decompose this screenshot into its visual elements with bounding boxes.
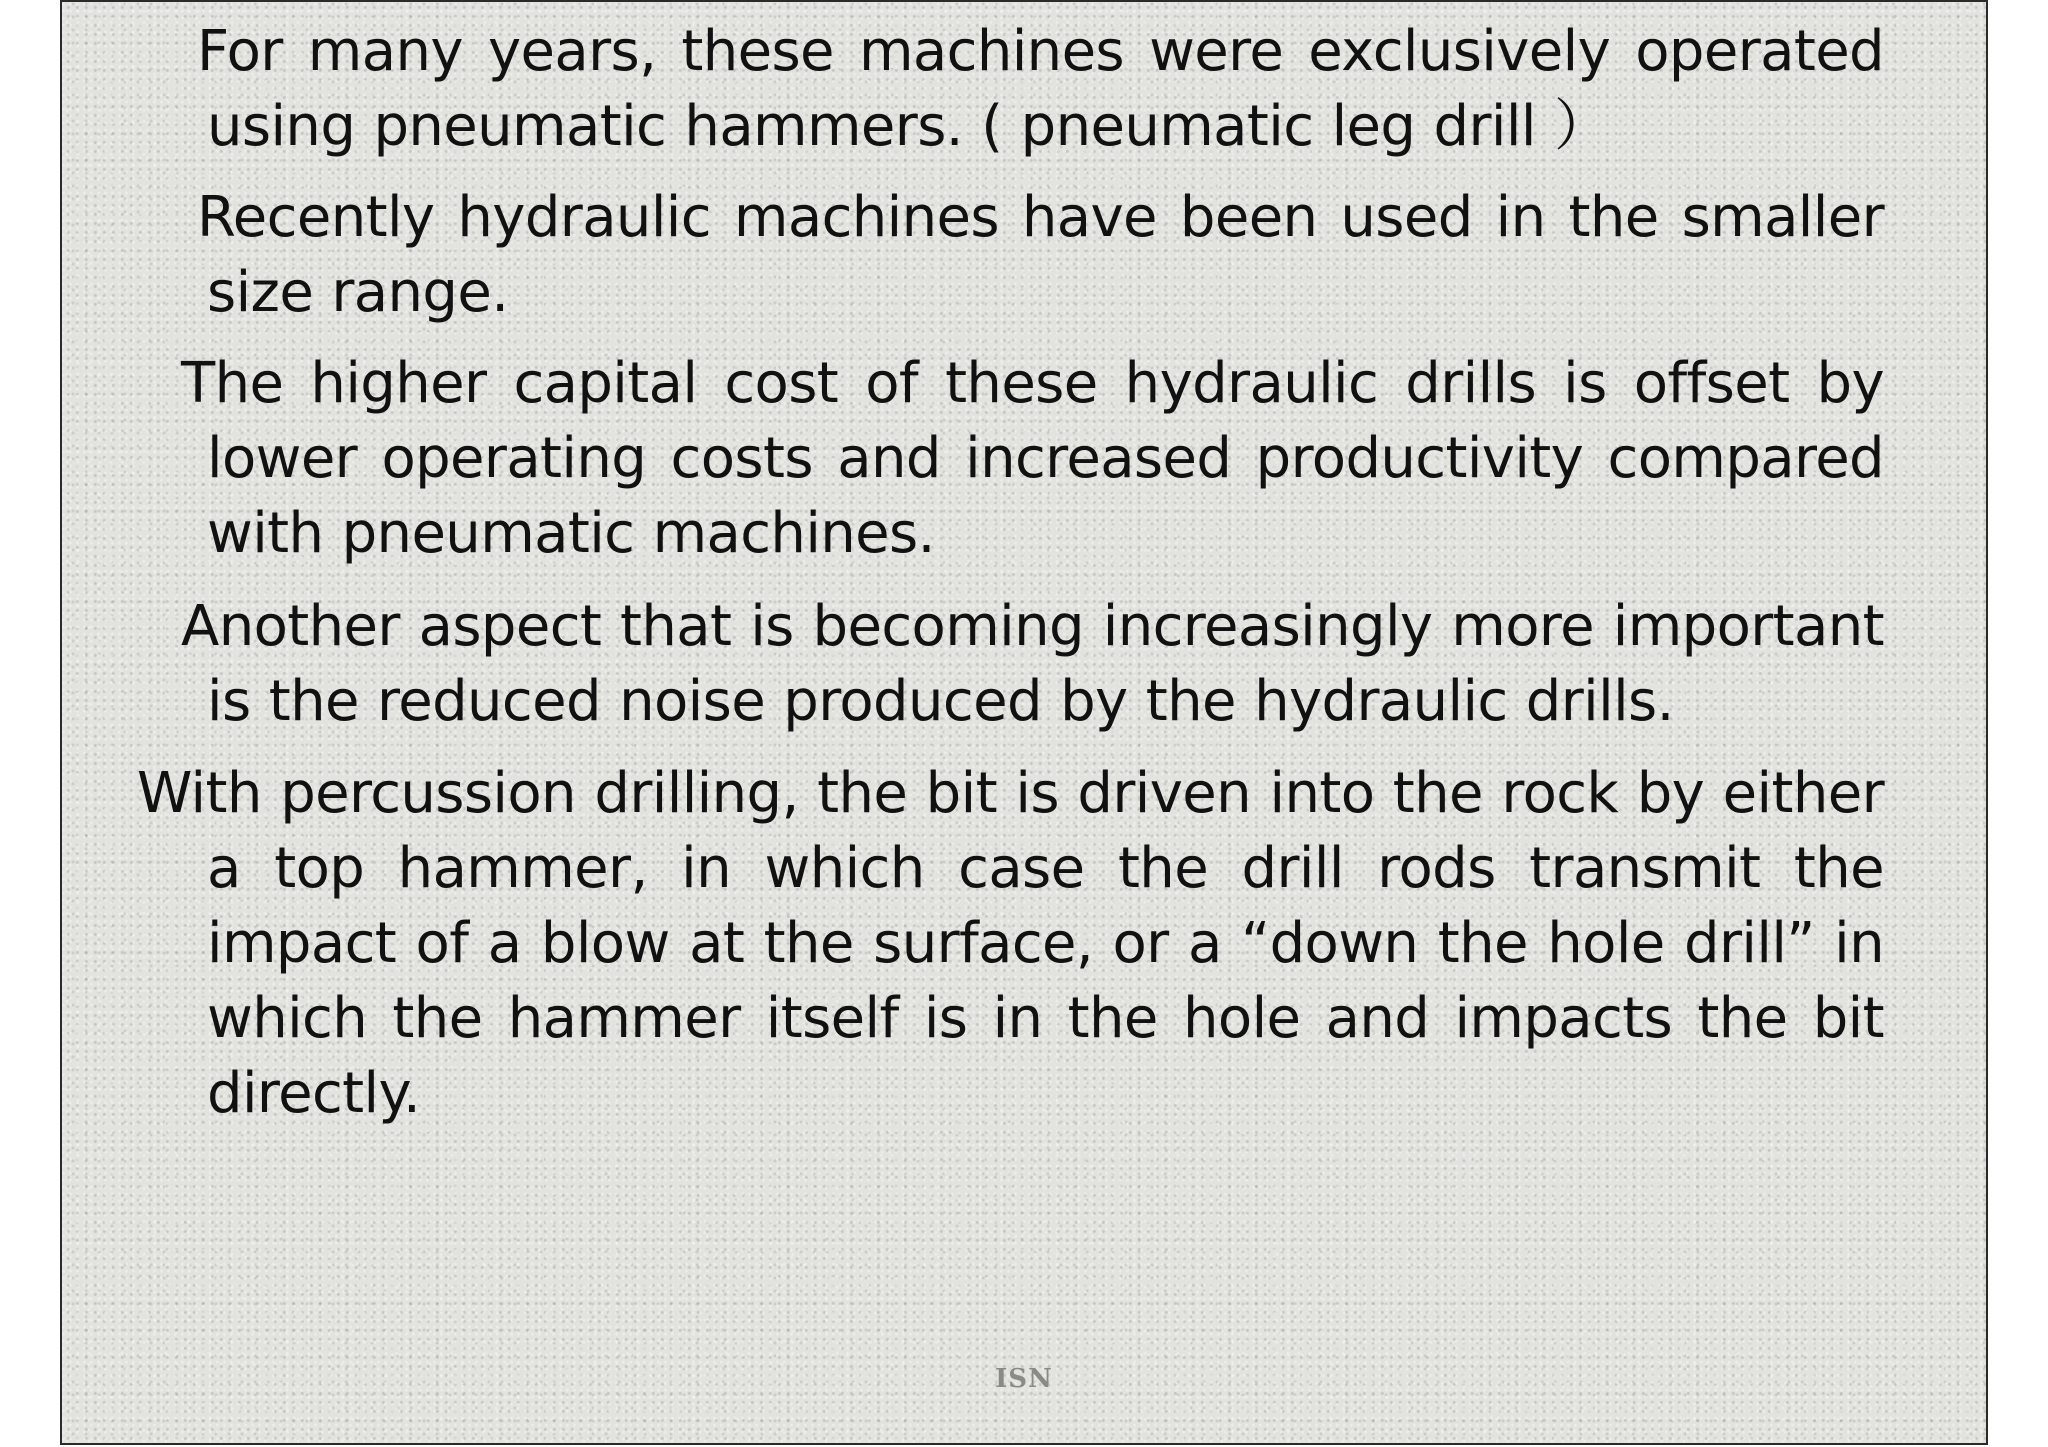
paragraph-capital-cost: The higher capital cost of these hydraulic drills is offset by lower operating costs and increased productivity compared with pneumatic machines. — [181, 351, 1884, 566]
slide — [60, 0, 1988, 1445]
paragraph-hydraulic-machines: Recently hydraulic machines have been used in the smaller size range. — [197, 185, 1884, 325]
paragraph-pneumatic-hammers: For many years, these machines were exclusively operated using pneumatic hammers. ( pneumatic leg drill ） — [197, 19, 1884, 159]
paragraph-reduced-noise: Another aspect that is becoming increasingly more important is the reduced noise produced by the hydraulic drills. — [181, 594, 1884, 734]
footer-label: ISN — [995, 1364, 1053, 1394]
paragraph-percussion-drilling: With percussion drilling, the bit is driven into the rock by either a top hammer, in which case the drill rods transmit the impact of a blow at the surface, or a “down the hole drill” in which the hammer itself is in the hole and impacts the bit directly. — [137, 761, 1884, 1126]
